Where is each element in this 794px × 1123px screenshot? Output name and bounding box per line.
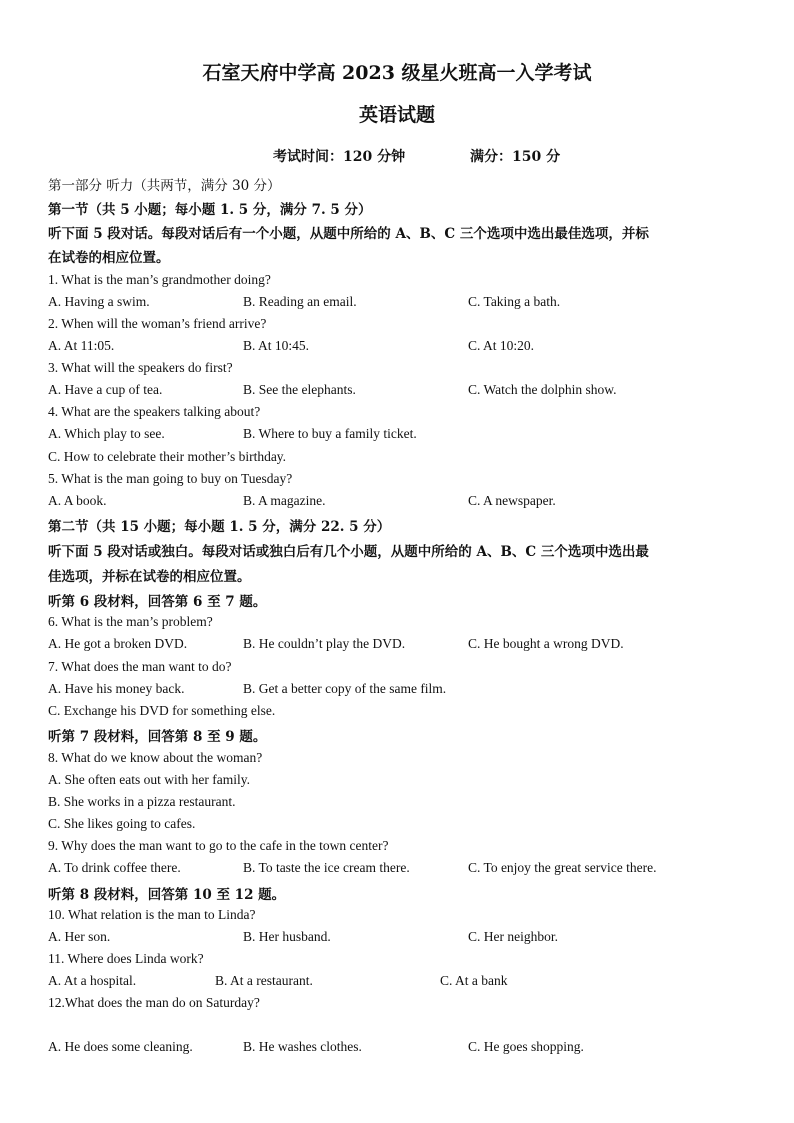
q7-option-a: A. Have his money back.: [48, 681, 185, 696]
q10-option-b: B. Her husband.: [243, 929, 331, 944]
exam-time: 考试时间：120 分钟: [273, 149, 406, 165]
q2-option-b: B. At 10:45.: [243, 338, 310, 353]
q8-option-a: A. She often eats out with her family.: [48, 772, 250, 787]
section2-heading: 第二节（共 15 小题；每小题 1. 5 分，满分 22. 5 分）: [48, 519, 391, 535]
q5-option-c: C. A newspaper.: [468, 493, 556, 508]
section1-heading: 第一节（共 5 小题；每小题 1. 5 分，满分 7. 5 分）: [48, 202, 372, 218]
question-7: 7. What does the man want to do?: [48, 659, 232, 674]
question-12: 12.What does the man do on Saturday?: [48, 995, 260, 1010]
q6-option-b: B. He couldn’t play the DVD.: [243, 636, 406, 651]
q9-option-b: B. To taste the ice cream there.: [243, 860, 410, 875]
question-3: 3. What will the speakers do first?: [48, 360, 233, 375]
q10-option-a: A. Her son.: [48, 929, 111, 944]
q1-option-b: B. Reading an email.: [243, 294, 357, 309]
q7-option-b: B. Get a better copy of the same film.: [243, 681, 447, 696]
section1-instruction: 听下面 5 段对话。每段对话后有一个小题，从题中所给的 A、B、C 三个选项中选出最佳选项，并标: [48, 226, 649, 242]
q9-option-a: A. To drink coffee there.: [48, 860, 181, 875]
q1-option-a: A. Having a swim.: [48, 294, 150, 309]
question-2: 2. When will the woman’s friend arrive?: [48, 316, 267, 331]
q12-option-a: A. He does some cleaning.: [48, 1039, 193, 1054]
q12-option-c: C. He goes shopping.: [468, 1039, 584, 1054]
q6-option-c: C. He bought a wrong DVD.: [468, 636, 624, 651]
material-8-heading: 听第 8 段材料，回答第 10 至 12 题。: [48, 887, 286, 903]
q8-option-b: B. She works in a pizza restaurant.: [48, 794, 236, 809]
q11-option-b: B. At a restaurant.: [215, 973, 313, 988]
section2-instruction: 听下面 5 段对话或独白。每段对话或独白后有几个小题，从题中所给的 A、B、C 三个选项中选出最: [48, 544, 649, 560]
exam-title: 石室天府中学高 2023 级星火班高一入学考试: [202, 62, 592, 84]
question-9: 9. Why does the man want to go to the cafe in the town center?: [48, 838, 389, 853]
question-6: 6. What is the man’s problem?: [48, 614, 213, 629]
exam-score: 满分：150 分: [470, 149, 561, 165]
q6-option-a: A. He got a broken DVD.: [48, 636, 188, 651]
q3-option-a: A. Have a cup of tea.: [48, 382, 163, 397]
q4-option-b: B. Where to buy a family ticket.: [243, 426, 417, 441]
material-6-heading: 听第 6 段材料，回答第 6 至 7 题。: [48, 594, 267, 610]
q5-option-b: B. A magazine.: [243, 493, 326, 508]
exam-subtitle: 英语试题: [358, 104, 435, 126]
q4-option-c: C. How to celebrate their mother’s birthday.: [48, 449, 287, 464]
q8-option-c: C. She likes going to cafes.: [48, 816, 196, 831]
q11-option-a: A. At a hospital.: [48, 973, 137, 988]
section1-instruction-cont: 在试卷的相应位置。: [48, 250, 170, 266]
question-1: 1. What is the man’s grandmother doing?: [48, 272, 271, 287]
q2-option-a: A. At 11:05.: [48, 338, 115, 353]
q3-option-c: C. Watch the dolphin show.: [468, 382, 617, 397]
q12-option-b: B. He washes clothes.: [243, 1039, 362, 1054]
q4-option-a: A. Which play to see.: [48, 426, 165, 441]
q9-option-c: C. To enjoy the great service there.: [468, 860, 657, 875]
question-8: 8. What do we know about the woman?: [48, 750, 263, 765]
q7-option-c: C. Exchange his DVD for something else.: [48, 703, 276, 718]
q10-option-c: C. Her neighbor.: [468, 929, 558, 944]
part1-heading: 第一部分 听力（共两节，满分 30 分）: [48, 178, 281, 194]
q3-option-b: B. See the elephants.: [243, 382, 356, 397]
question-11: 11. Where does Linda work?: [48, 951, 204, 966]
question-4: 4. What are the speakers talking about?: [48, 404, 261, 419]
question-10: 10. What relation is the man to Linda?: [48, 907, 256, 922]
material-7-heading: 听第 7 段材料，回答第 8 至 9 题。: [48, 729, 267, 745]
q2-option-c: C. At 10:20.: [468, 338, 535, 353]
q11-option-c: C. At a bank: [440, 973, 508, 988]
q1-option-c: C. Taking a bath.: [468, 294, 561, 309]
section2-instruction-cont: 佳选项，并标在试卷的相应位置。: [48, 569, 251, 585]
q5-option-a: A. A book.: [48, 493, 107, 508]
question-5: 5. What is the man going to buy on Tuesday?: [48, 471, 293, 486]
